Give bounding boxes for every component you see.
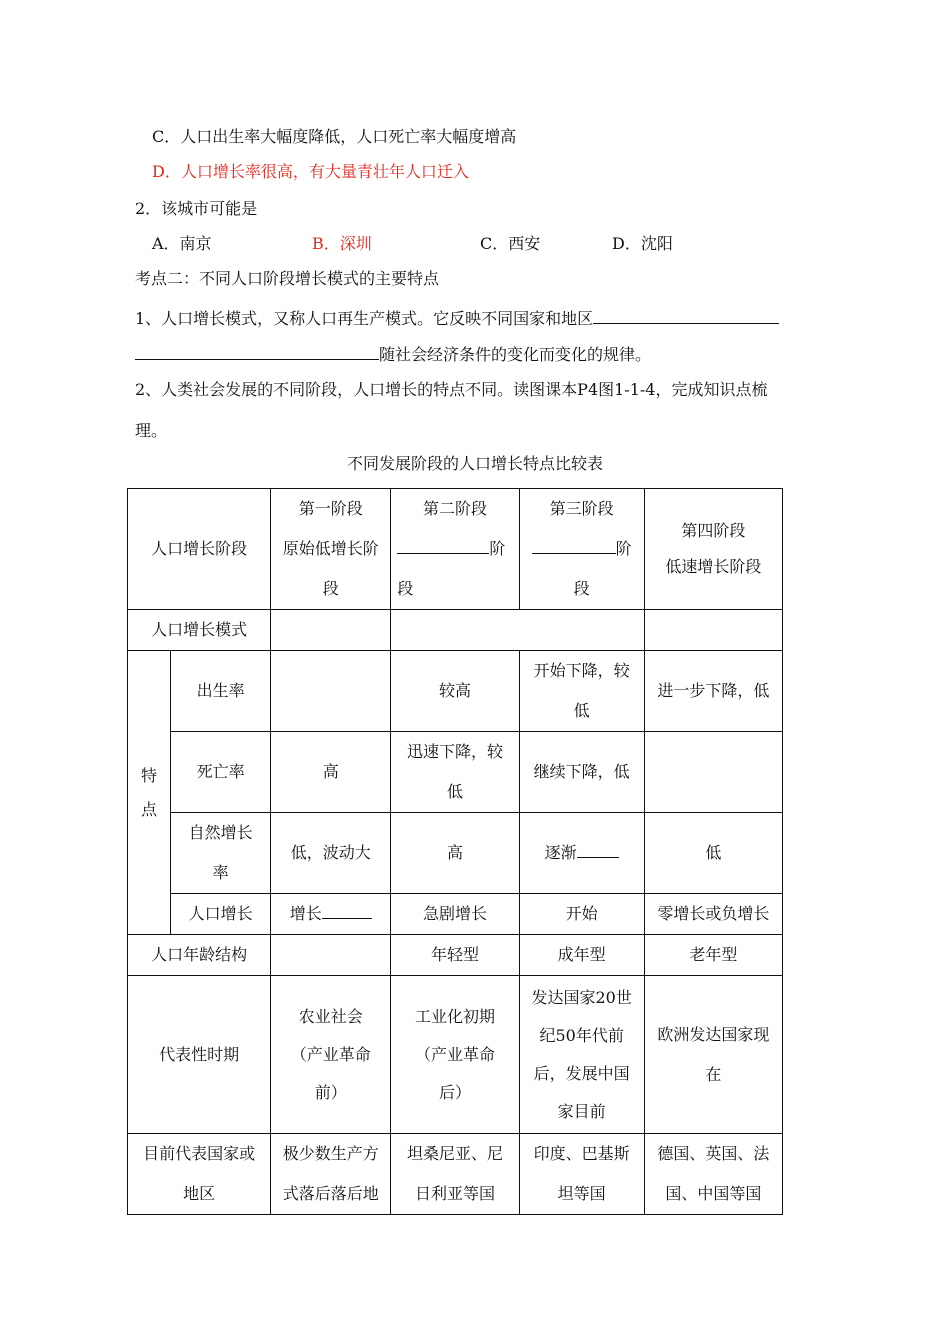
cell-period-2 [391, 976, 519, 1134]
natural-label-line1: 自然增长 [188, 823, 253, 842]
item1-line2 [135, 343, 651, 365]
item1-text-a: 1、人口增长模式，又称人口再生产模式。它反映不同国家和地区 [135, 309, 594, 328]
cell-period-3 [519, 976, 644, 1134]
period-4-line2: 在 [705, 1064, 722, 1084]
stage-2-line1: 第二阶段 [422, 499, 487, 518]
cell-natural-4: 低 [644, 813, 782, 894]
countries-3-line1: 印度、巴基斯 [533, 1144, 630, 1163]
stage-3-blank[interactable] [532, 537, 616, 554]
item2-line1: 2、人类社会发展的不同阶段，人口增长的特点不同。读图课本P4图1-1-4，完成知识点梳 [135, 380, 768, 399]
stage-2-suffix: 阶 [489, 539, 506, 558]
cell-birth-1[interactable] [271, 651, 391, 732]
period-1-line3: 前） [314, 1082, 347, 1102]
cell-stage-1 [271, 489, 391, 610]
countries-3-line2: 坦等国 [557, 1184, 606, 1203]
cell-mode-2-3[interactable] [391, 610, 644, 651]
natural-3-text: 逐渐 [544, 843, 577, 862]
cell-growth-3: 开始 [519, 894, 644, 935]
stage-1-line1: 第一阶段 [298, 499, 363, 518]
stage-3-line3: 段 [573, 579, 590, 598]
question-2-stem: 2．该城市可能是 [135, 199, 258, 218]
cell-countries-4 [644, 1134, 782, 1215]
countries-label-line2: 地区 [183, 1184, 216, 1203]
row-stage [128, 489, 783, 610]
cell-mode-4[interactable] [644, 610, 782, 651]
natural-3-blank[interactable] [577, 841, 619, 858]
cell-period-1 [271, 976, 391, 1134]
stage-2-line3: 段 [397, 579, 414, 598]
cell-stage-3 [519, 489, 644, 610]
countries-2-line2: 日利亚等国 [414, 1184, 495, 1203]
birth-3-line1: 开始下降，较 [533, 661, 630, 680]
item1-line1 [135, 307, 779, 329]
death-2-line2: 低 [446, 782, 463, 801]
countries-4-line1: 德国、英国、法 [657, 1144, 770, 1163]
period-3-line4: 家目前 [557, 1101, 606, 1121]
stage-2-blank[interactable] [397, 537, 489, 554]
row-natural [128, 813, 783, 894]
cell-age-2: 年轻型 [391, 935, 519, 976]
q2-option-b-answer: B．深圳 [312, 234, 372, 253]
table-caption: 不同发展阶段的人口增长特点比较表 [346, 454, 603, 473]
q2-option-d: D．沈阳 [612, 234, 673, 253]
stage-4-line2: 低速增长阶段 [665, 557, 762, 576]
cell-age-label: 人口年龄结构 [128, 935, 271, 976]
cell-period-4 [644, 976, 782, 1134]
stage-3-suffix: 阶 [615, 539, 632, 558]
cell-birth-2: 较高 [391, 651, 519, 732]
cell-features-label [128, 651, 171, 935]
period-2-line1: 工业化初期 [414, 1006, 495, 1026]
cell-stage-label: 人口增长阶段 [128, 489, 271, 610]
option-c: C．人口出生率大幅度降低，人口死亡率大幅度增高 [152, 127, 517, 146]
cell-natural-label [171, 813, 271, 894]
features-label-2: 点 [141, 799, 158, 819]
cell-mode-label: 人口增长模式 [128, 610, 271, 651]
item1-blank-2[interactable] [135, 343, 379, 360]
period-1-line1: 农业社会 [298, 1006, 363, 1026]
countries-1-line2: 式落后落后地 [282, 1184, 379, 1203]
stage-3-line2 [526, 529, 638, 569]
stage-1-line2: 原始低增长阶 [282, 539, 379, 558]
stage-4-line1: 第四阶段 [681, 521, 746, 540]
period-2-line3: 后） [438, 1082, 471, 1102]
cell-stage-4 [644, 489, 782, 610]
cell-natural-1: 低，波动大 [271, 813, 391, 894]
option-d-answer: D．人口增长率很高，有大量青壮年人口迁入 [152, 162, 469, 181]
row-countries [128, 1134, 783, 1215]
row-growth [128, 894, 783, 935]
cell-growth-1 [271, 894, 391, 935]
period-3-line2: 纪50年代前 [539, 1025, 624, 1045]
cell-death-3: 继续下降，低 [519, 732, 644, 813]
q2-option-a: A．南京 [152, 234, 212, 253]
countries-4-line2: 国、中国等国 [665, 1184, 762, 1203]
cell-countries-2 [391, 1134, 519, 1215]
cell-countries-1 [271, 1134, 391, 1215]
period-4-line1: 欧洲发达国家现 [657, 1024, 770, 1044]
growth-1-blank[interactable] [322, 902, 372, 919]
cell-countries-label [128, 1134, 271, 1215]
period-2-line2: （产业革命 [414, 1044, 495, 1064]
cell-growth-4: 零增长或负增长 [644, 894, 782, 935]
death-2-line1: 迅速下降，较 [406, 742, 503, 761]
item2-line2: 理。 [135, 421, 168, 440]
cell-mode-1[interactable] [271, 610, 391, 651]
section-heading: 考点二：不同人口阶段增长模式的主要特点 [135, 269, 440, 288]
countries-label-line1: 目前代表国家或 [143, 1144, 256, 1163]
row-age [128, 935, 783, 976]
natural-label-line2: 率 [212, 863, 229, 882]
cell-death-label: 死亡率 [171, 732, 271, 813]
cell-death-4[interactable] [644, 732, 782, 813]
period-3-line3: 后，发展中国 [533, 1063, 630, 1083]
row-period [128, 976, 783, 1134]
cell-period-label: 代表性时期 [128, 976, 271, 1134]
cell-growth-2: 急剧增长 [391, 894, 519, 935]
cell-birth-3 [519, 651, 644, 732]
cell-growth-label: 人口增长 [171, 894, 271, 935]
birth-3-line2: 低 [573, 701, 590, 720]
cell-age-4: 老年型 [644, 935, 782, 976]
features-label-1: 特 [141, 765, 158, 785]
cell-birth-4: 进一步下降，低 [644, 651, 782, 732]
row-mode [128, 610, 783, 651]
countries-2-line1: 坦桑尼亚、尼 [406, 1144, 503, 1163]
cell-birth-label: 出生率 [171, 651, 271, 732]
cell-countries-3 [519, 1134, 644, 1215]
cell-age-1[interactable] [271, 935, 391, 976]
row-birth [128, 651, 783, 732]
cell-natural-2: 高 [391, 813, 519, 894]
cell-stage-2 [391, 489, 519, 610]
cell-age-3: 成年型 [519, 935, 644, 976]
period-1-line2: （产业革命 [290, 1044, 371, 1064]
row-death [128, 732, 783, 813]
growth-1-text: 增长 [289, 904, 322, 923]
item1-blank-1[interactable] [593, 307, 779, 324]
cell-death-1: 高 [271, 732, 391, 813]
period-3-line1: 发达国家20世 [531, 987, 632, 1007]
comparison-table [127, 488, 783, 1215]
countries-1-line1: 极少数生产方 [282, 1144, 379, 1163]
stage-1-line3: 段 [322, 579, 339, 598]
stage-2-line2 [397, 529, 512, 569]
stage-3-line1: 第三阶段 [549, 499, 614, 518]
cell-death-2 [391, 732, 519, 813]
q2-option-c: C．西安 [480, 234, 541, 253]
item1-text-b: 随社会经济条件的变化而变化的规律。 [379, 345, 652, 364]
cell-natural-3 [519, 813, 644, 894]
